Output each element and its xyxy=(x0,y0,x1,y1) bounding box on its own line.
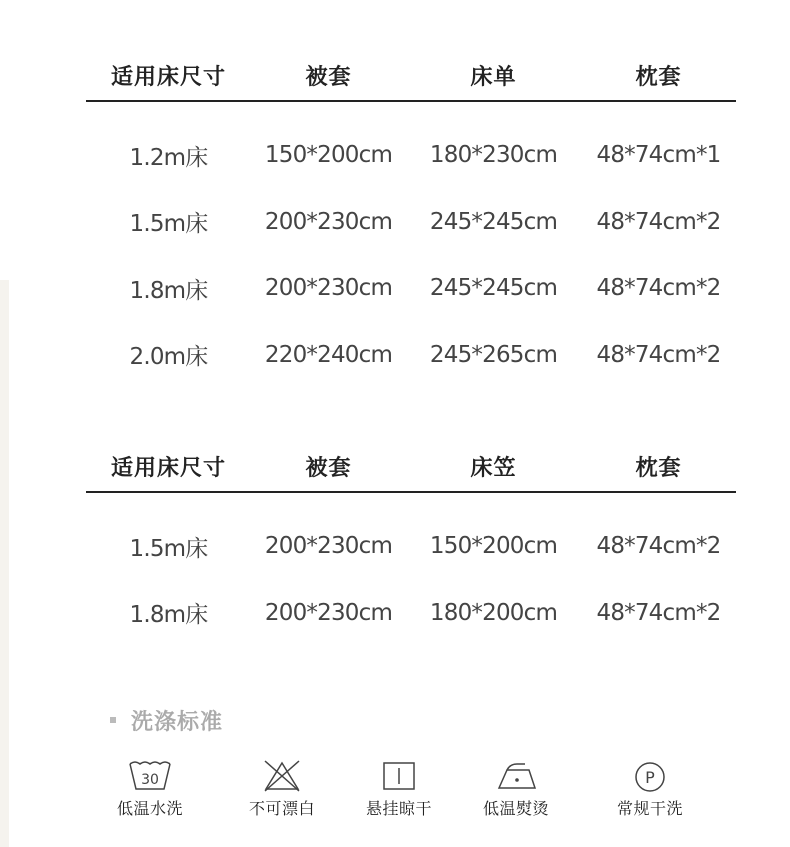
cell-duvet-cover: 200*230cm xyxy=(264,533,393,560)
care-item-hang-dry xyxy=(339,758,459,819)
care-label: 不可漂白 xyxy=(248,799,315,818)
cell-pillowcase: 48*74cm*2 xyxy=(596,275,721,302)
care-icons-row xyxy=(0,758,790,838)
table-row xyxy=(86,513,736,580)
cell-fitted-sheet: 180*200cm xyxy=(429,599,558,626)
cell-bed-size: 1.8m床 xyxy=(129,277,208,304)
care-item-dry-clean xyxy=(590,758,710,819)
table-header xyxy=(86,441,736,493)
dry-clean-letter: P xyxy=(645,768,655,787)
cell-bed-size: 1.5m床 xyxy=(129,535,208,562)
wash-section-title xyxy=(110,705,223,735)
cell-bed-sheet: 180*230cm xyxy=(429,142,558,169)
cell-bed-sheet: 245*245cm xyxy=(429,208,558,235)
cell-duvet-cover: 150*200cm xyxy=(264,142,393,169)
cell-pillowcase: 48*74cm*2 xyxy=(596,599,721,626)
care-label: 低温熨烫 xyxy=(482,799,549,818)
header-bed-size: 适用床尺寸 xyxy=(110,64,226,90)
header-bed-sheet: 床单 xyxy=(470,64,517,90)
cell-bed-size: 2.0m床 xyxy=(129,344,208,371)
header-duvet-cover: 被套 xyxy=(305,64,352,90)
wash-title-text: 洗涤标准 xyxy=(131,709,224,735)
cell-bed-size: 1.2m床 xyxy=(129,144,208,171)
size-table-flat-sheet xyxy=(86,50,736,388)
table-row xyxy=(86,580,736,647)
cell-duvet-cover: 220*240cm xyxy=(264,341,393,368)
wash-temp-text: 30 xyxy=(141,772,159,788)
care-item-low-temp-wash xyxy=(90,758,210,819)
cell-pillowcase: 48*74cm*2 xyxy=(596,533,721,560)
cell-bed-sheet: 245*245cm xyxy=(429,275,558,302)
cell-bed-size: 1.5m床 xyxy=(129,211,208,238)
cell-duvet-cover: 200*230cm xyxy=(264,275,393,302)
header-bed-size: 适用床尺寸 xyxy=(110,455,226,481)
care-label: 低温水洗 xyxy=(116,799,183,818)
wash-30-icon xyxy=(127,758,173,792)
care-item-no-bleach xyxy=(222,758,342,819)
bullet-marker xyxy=(110,717,116,723)
header-pillowcase: 枕套 xyxy=(635,455,682,481)
care-label: 常规干洗 xyxy=(616,799,683,818)
table-row xyxy=(86,255,736,322)
table-row xyxy=(86,189,736,256)
hang-dry-icon xyxy=(376,758,422,792)
cell-bed-sheet: 245*265cm xyxy=(429,341,558,368)
cell-pillowcase: 48*74cm*1 xyxy=(596,142,721,169)
table-header xyxy=(86,50,736,102)
cell-duvet-cover: 200*230cm xyxy=(264,208,393,235)
iron-low-icon xyxy=(493,758,539,792)
care-item-low-temp-iron xyxy=(456,758,576,819)
no-bleach-icon xyxy=(259,758,305,792)
cell-fitted-sheet: 150*200cm xyxy=(429,533,558,560)
table-body xyxy=(86,493,736,646)
header-fitted-sheet: 床笠 xyxy=(470,455,517,481)
care-label: 悬挂晾干 xyxy=(365,799,432,818)
dry-clean-icon xyxy=(627,758,673,792)
cell-pillowcase: 48*74cm*2 xyxy=(596,208,721,235)
table-body xyxy=(86,102,736,388)
cell-duvet-cover: 200*230cm xyxy=(264,599,393,626)
header-duvet-cover: 被套 xyxy=(305,455,352,481)
size-table-fitted-sheet xyxy=(86,441,736,646)
cell-bed-size: 1.8m床 xyxy=(129,602,208,629)
table-row xyxy=(86,322,736,389)
cell-pillowcase: 48*74cm*2 xyxy=(596,341,721,368)
header-pillowcase: 枕套 xyxy=(635,64,682,90)
table-row xyxy=(86,122,736,189)
